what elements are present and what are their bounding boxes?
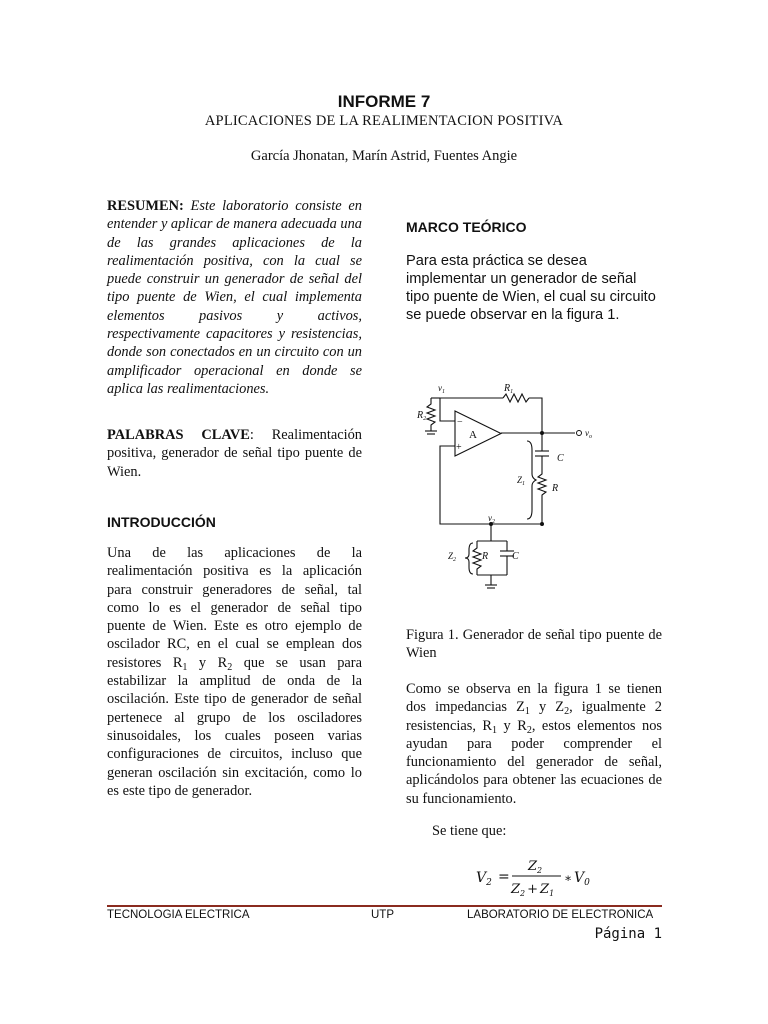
label-plus: + xyxy=(456,442,462,453)
theory-heading: MARCO TEÓRICO xyxy=(406,219,527,235)
label-r2: $R_2$ xyxy=(417,410,427,422)
report-subtitle: APLICACIONES DE LA REALIMENTACION POSITIVA xyxy=(204,113,564,129)
label-r-top: R xyxy=(552,483,559,494)
authors: García Jhonatan, Marín Astrid, Fuentes Angie xyxy=(250,148,518,164)
analysis-r2-sub: 2 xyxy=(526,724,532,736)
footer-left: TECNOLOGIA ELECTRICA xyxy=(107,909,250,921)
label-r-bottom: R xyxy=(482,551,489,562)
analysis-r1-sub: 1 xyxy=(492,724,498,736)
keywords-label: PALABRAS CLAVE xyxy=(107,427,250,443)
analysis-z1-sub: 1 xyxy=(524,706,530,718)
abstract-label: RESUMEN: xyxy=(107,198,184,214)
v2-node xyxy=(540,522,544,526)
intro-heading: INTRODUCCIÓN xyxy=(107,514,216,530)
label-amp: A xyxy=(469,429,477,441)
label-v1: $v_1$ xyxy=(438,383,445,395)
eq-numerator: $Z_2$ xyxy=(528,859,543,875)
intro-r1-sub: 1 xyxy=(182,661,188,673)
intro-text-3: que se usan para estabilizar la amplitud de onda de la oscilación. Este tipo de generador de señal pertenece al grupo de los osciladores sinusoidales, los cuales poseen varias configuraciones de circuitos, incluso que generan oscilación sin excitación, como lo es este tipo de generador. xyxy=(107,654,362,799)
report-title: INFORME 7 xyxy=(337,92,431,111)
footer-center: UTP xyxy=(371,909,394,921)
equation-v2 xyxy=(470,856,620,898)
label-r1: $R_1$ xyxy=(504,383,514,395)
theory-text: Para esta práctica se desea implementar un generador de señal tipo puente de Wien, el cual su circuito se puede observar en la figura 1. xyxy=(406,253,656,323)
wien-bridge-circuit-figure xyxy=(415,378,615,596)
eq-equals: = xyxy=(498,869,510,885)
abstract-text: Este laboratorio consiste en entender y aplicar de manera adecuada una de las grandes aplicaciones de la realimentación positiva, con la cual se puede construir un generador de señal del tipo puente de Wien, el cual implementa elementos pasivos y activos, respectivamente capacitores y resistencias, donde son conectados en un circuito con un amplificador operacional en donde se aplica las realimentaciones. xyxy=(107,198,362,397)
eq-rhs: $V_0$ xyxy=(574,870,590,888)
output-node xyxy=(540,431,544,435)
intro-text xyxy=(107,544,362,800)
eq-times: ∗ xyxy=(564,871,573,885)
keywords xyxy=(107,426,362,481)
intro-r2-sub: 2 xyxy=(227,661,233,673)
analysis-text-5: , estos elementos nos ayudan para poder comprender el funcionamiento del generador de señal, aplicándolos para obtener las ecuaciones de su funcionamiento. xyxy=(406,717,662,807)
figure-caption: Figura 1. Generador de señal tipo puente de Wien xyxy=(406,627,662,662)
analysis-text-4: y R xyxy=(497,717,527,734)
analysis-z2-sub: 2 xyxy=(564,706,570,718)
label-z2: $Z_2$ xyxy=(448,551,457,563)
analysis-text-3: , igualmente 2 resistencias, R xyxy=(406,699,662,734)
page-number: Página 1 xyxy=(594,926,662,942)
label-c-bottom: C xyxy=(512,551,519,562)
label-z1: $Z_1$ xyxy=(517,475,526,487)
intro-text-1: Una de las aplicaciones de la realimentación positiva es la aplicación para construir generadores de señal, tal como lo es el generador de señal tipo puente de Wien. Este es otro ejemplo de oscilador RC, en el cual se emplean dos resistores R xyxy=(107,545,362,671)
analysis-text-2: y Z xyxy=(529,699,565,716)
vo-terminal xyxy=(577,431,582,436)
se-tiene-que: Se tiene que: xyxy=(432,823,507,839)
eq-denominator: $Z_2 + Z_1$ xyxy=(511,882,555,898)
label-vo: $v_o$ xyxy=(585,428,592,440)
intro-text-2: y R xyxy=(187,654,228,671)
label-c-top: C xyxy=(557,453,564,464)
label-v2: $v_2$ xyxy=(488,513,495,525)
keywords-text: : Realimentación positiva, generador de señal tipo puente de Wien. xyxy=(107,427,363,480)
eq-lhs: $V_2$ xyxy=(476,870,492,888)
abstract xyxy=(107,197,362,398)
footer-rule xyxy=(107,905,662,907)
analysis-text-1: Como se observa en la figura 1 se tienen dos impedancias Z xyxy=(406,681,662,716)
label-minus: − xyxy=(457,417,463,428)
analysis-text xyxy=(406,680,662,808)
footer-right: LABORATORIO DE ELECTRONICA xyxy=(467,909,654,921)
